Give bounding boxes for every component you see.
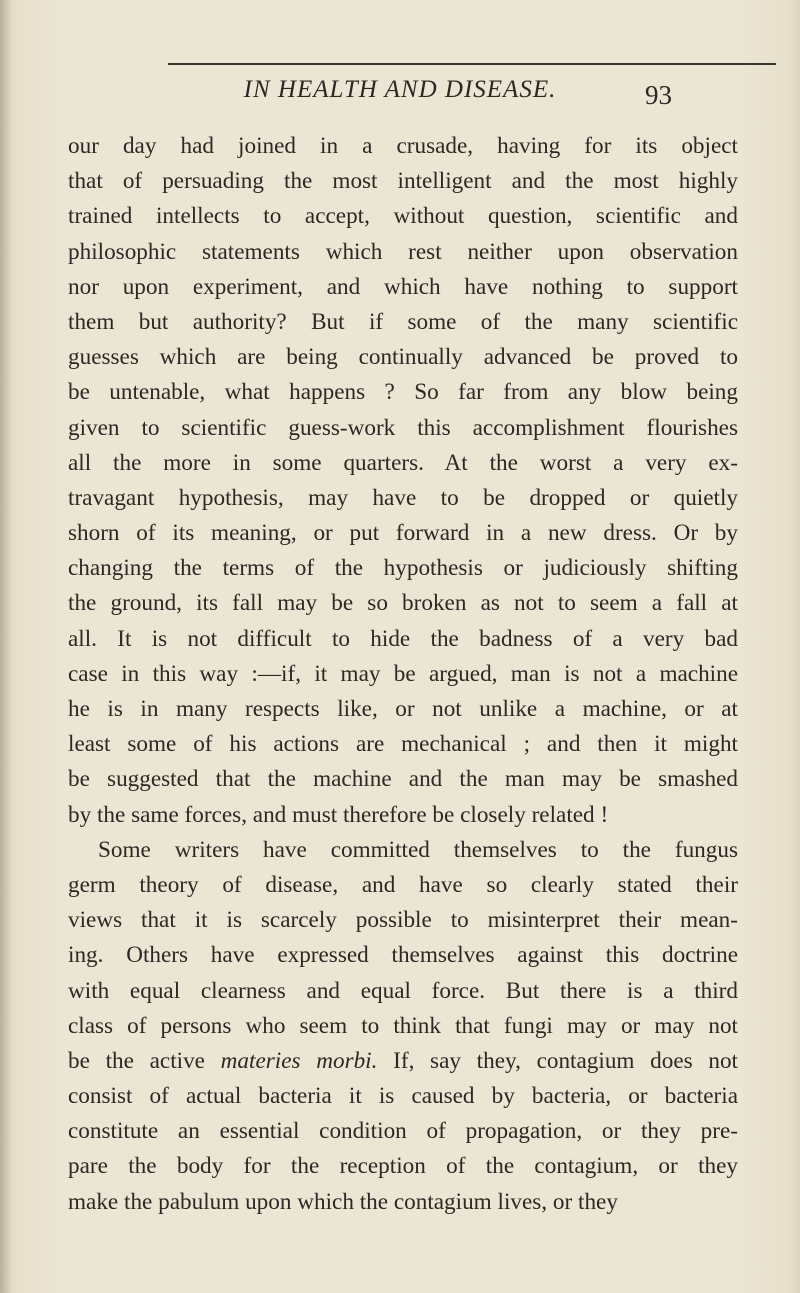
text-line: changing the terms of the hypothesis or judiciously shifting xyxy=(68,555,738,582)
text-line: be untenable, what happens ? So far from any blow being xyxy=(68,379,738,406)
text-line: make the pabulum upon which the contagium lives, or they xyxy=(68,1188,618,1215)
text-line-with-italic xyxy=(68,1044,738,1079)
text-line: the ground, its fall may be so broken as not to seem a fall at xyxy=(68,590,738,617)
text-line: pare the body for the reception of the contagium, or they xyxy=(68,1153,738,1180)
text-line: given to scientific guess-work this accomplishment flourishes xyxy=(68,414,738,441)
header-rule xyxy=(168,63,776,65)
text-segment: If, say they, contagium does not xyxy=(377,1047,738,1074)
text-line: all the more in some quarters. At the worst a very ex- xyxy=(68,449,738,476)
text-line: he is in many respects like, or not unlike a machine, or at xyxy=(68,696,738,722)
page-gutter-shadow xyxy=(0,0,12,1293)
text-segment: be the active xyxy=(68,1047,221,1074)
text-line: nor upon experiment, and which have nothing to support xyxy=(68,273,738,300)
text-line: all. It is not difficult to hide the badness of a very bad xyxy=(68,625,738,652)
text-line: philosophic statements which rest neither upon observation xyxy=(68,238,738,265)
text-line: trained intellects to accept, without question, scientific and xyxy=(68,203,738,230)
text-line: constitute an essential condition of propagation, or they pre- xyxy=(68,1118,738,1145)
text-line: guesses which are being continually advanced be proved to xyxy=(68,344,738,371)
text-line: by the same forces, and must therefore be closely related ! xyxy=(68,801,609,828)
italic-latin-phrase: materies morbi. xyxy=(220,1047,378,1074)
text-line: germ theory of disease, and have so clearly stated their xyxy=(68,871,738,898)
text-line: ing. Others have expressed themselves against this doctrine xyxy=(68,942,738,969)
text-line: with equal clearness and equal force. But there is a third xyxy=(68,977,738,1004)
text-line: them but authority? But if some of the many scientific xyxy=(68,308,738,335)
text-line: least some of his actions are mechanical ; and then it might xyxy=(68,731,738,758)
text-line: case in this way :—if, it may be argued, man is not a machine xyxy=(68,660,738,687)
page-number: 93 xyxy=(645,80,672,110)
body-text xyxy=(68,129,738,1220)
text-line: that of persuading the most intelligent and the most highly xyxy=(68,168,738,195)
text-line: shorn of its meaning, or put forward in a new dress. Or by xyxy=(68,520,738,547)
running-head: IN HEALTH AND DISEASE. xyxy=(243,76,557,103)
text-line: class of persons who seem to think that fungi may or may not xyxy=(68,1012,738,1039)
text-line: travagant hypothesis, may have to be dropped or quietly xyxy=(68,484,738,511)
text-line: our day had joined in a crusade, having for its object xyxy=(68,133,738,159)
text-line: consist of actual bacteria it is caused by bacteria, or bacteria xyxy=(68,1083,738,1110)
text-line: views that it is scarcely possible to misinterpret their mean- xyxy=(68,907,738,934)
text-line: Some writers have committed themselves to the fungus xyxy=(98,836,738,863)
text-line: be suggested that the machine and the man may be smashed xyxy=(68,766,738,793)
